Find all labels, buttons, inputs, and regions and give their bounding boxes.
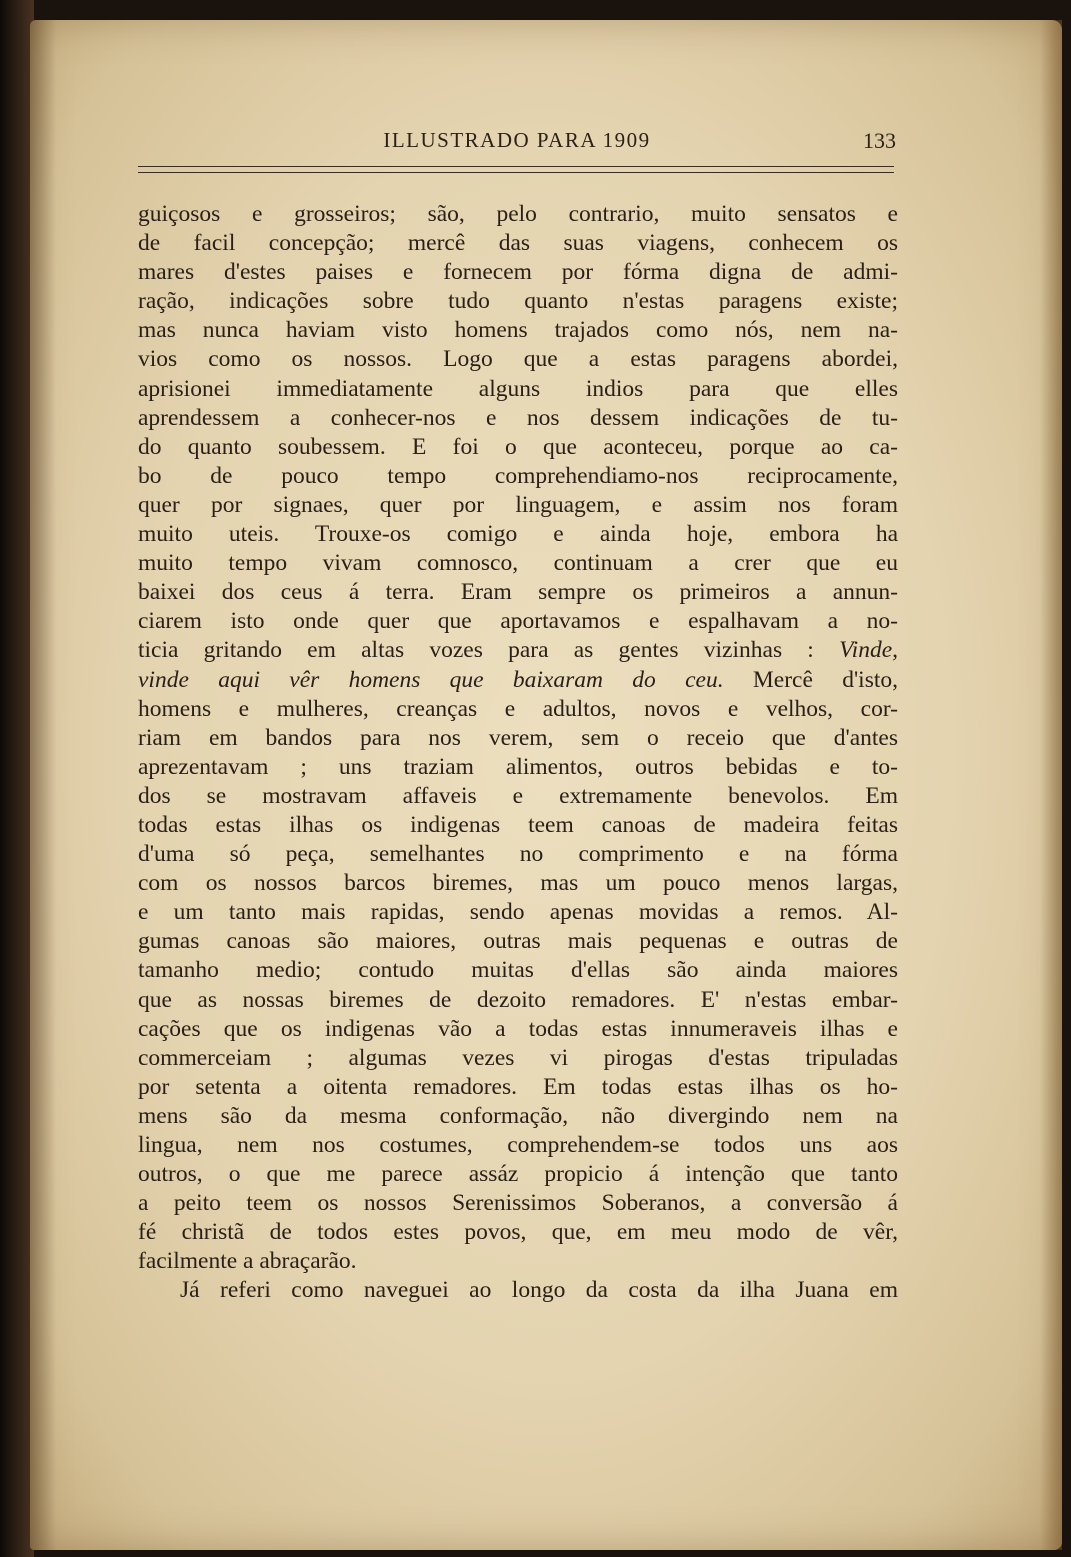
text-line: do quanto soubessem. E foi o que aconteceu, porque ao ca- [138,433,898,460]
text-line: todas estas ilhas os indigenas teem canoas de madeira feitas [138,811,898,838]
text-line: mens são da mesma conformação, não divergindo nem na [138,1102,898,1129]
text-line: outros, o que me parece assáz propicio á intenção que tanto [138,1161,898,1188]
paragraph-first-line: Já referi como naveguei ao longo da costa da ilha Juana em [180,1277,898,1304]
text-line: a peito teem os nossos Serenissimos Soberanos, a conversão á [138,1190,898,1217]
text-line: baixei dos ceus á terra. Eram sempre os primeiros a annun- [138,579,898,606]
text-line: aprendessem a conhecer-nos e nos dessem indicações de tu- [138,404,898,431]
header-double-rule [138,166,894,173]
text-line: ração, indicações sobre tudo quanto n'estas paragens existe; [138,288,898,315]
text-line: fé christã de todos estes povos, que, em meu modo de vêr, [138,1219,898,1246]
text-line: vios como os nossos. Logo que a estas paragens abordei, [138,346,898,373]
text-line: muito tempo vivam comnosco, continuam a crer que eu [138,550,898,577]
page-number: 133 [863,128,896,153]
text-line: d'uma só peça, semelhantes no comprimento e na fórma [138,841,898,868]
text-line: ciarem isto onde quer que aportavamos e espalhavam a no- [138,608,898,635]
text-line: mares d'estes paises e fornecem por fórma digna de admi- [138,259,898,286]
italic-quote: vinde aqui vêr homens que baixaram do ceu. [138,666,724,693]
text-line: que as nossas biremes de dezoito remadores. E' n'estas embar- [138,986,898,1013]
text-line: lingua, nem nos costumes, comprehendem-se todos uns aos [138,1132,898,1158]
text-line: muito uteis. Trouxe-os comigo e ainda hoje, embora ha [138,521,898,548]
text-line: aprisionei immediatamente alguns indios para que elles [138,375,898,402]
text-line: por setenta a oitenta remadores. Em todas estas ilhas os ho- [138,1073,898,1100]
text-line: dos se mostravam affaveis e extremamente benevolos. Em [138,782,898,809]
italic-quote-start: Vinde, [839,637,898,664]
text-line: gumas canoas são maiores, outras mais pequenas e outras de [138,928,898,955]
body-text [138,200,898,1306]
text-line: commerceiam ; algumas vezes vi pirogas d'estas tripuladas [138,1044,898,1071]
text-line: guiçosos e grosseiros; são, pelo contrario, muito sensatos e [138,201,898,227]
text-line: bo de pouco tempo comprehendiamo-nos reciprocamente, [138,462,898,489]
text-segment: ticia gritando em altas vozes para as gentes vizinhas : [138,637,814,664]
text-line: cações que os indigenas vão a todas estas innumeraveis ilhas e [138,1015,898,1042]
text-line-with-italic [138,636,898,665]
running-title: ILLUSTRADO PARA 1909 [383,128,651,152]
text-line: aprezentavam ; uns traziam alimentos, outros bebidas e to- [138,753,898,780]
paragraph-last-line: facilmente a abraçarão. [138,1248,357,1275]
text-line-with-italic [138,666,898,695]
text-line: com os nossos barcos biremes, mas um pouco menos largas, [138,870,898,897]
running-header [138,128,896,158]
book-binding-edge [0,0,34,1557]
text-line: quer por signaes, quer por linguagem, e assim nos foram [138,491,898,518]
text-line: tamanho medio; contudo muitas d'ellas são ainda maiores [138,957,898,984]
text-segment: Mercê d'isto, [752,666,898,693]
text-line: riam em bandos para nos verem, sem o receio que d'antes [138,724,898,751]
text-line: e um tanto mais rapidas, sendo apenas movidas a remos. Al- [138,899,898,926]
text-line: mas nunca haviam visto homens trajados como nós, nem na- [138,317,898,344]
text-line: homens e mulheres, creanças e adultos, novos e velhos, cor- [138,695,898,722]
text-line: de facil concepção; mercê das suas viagens, conhecem os [138,230,898,257]
